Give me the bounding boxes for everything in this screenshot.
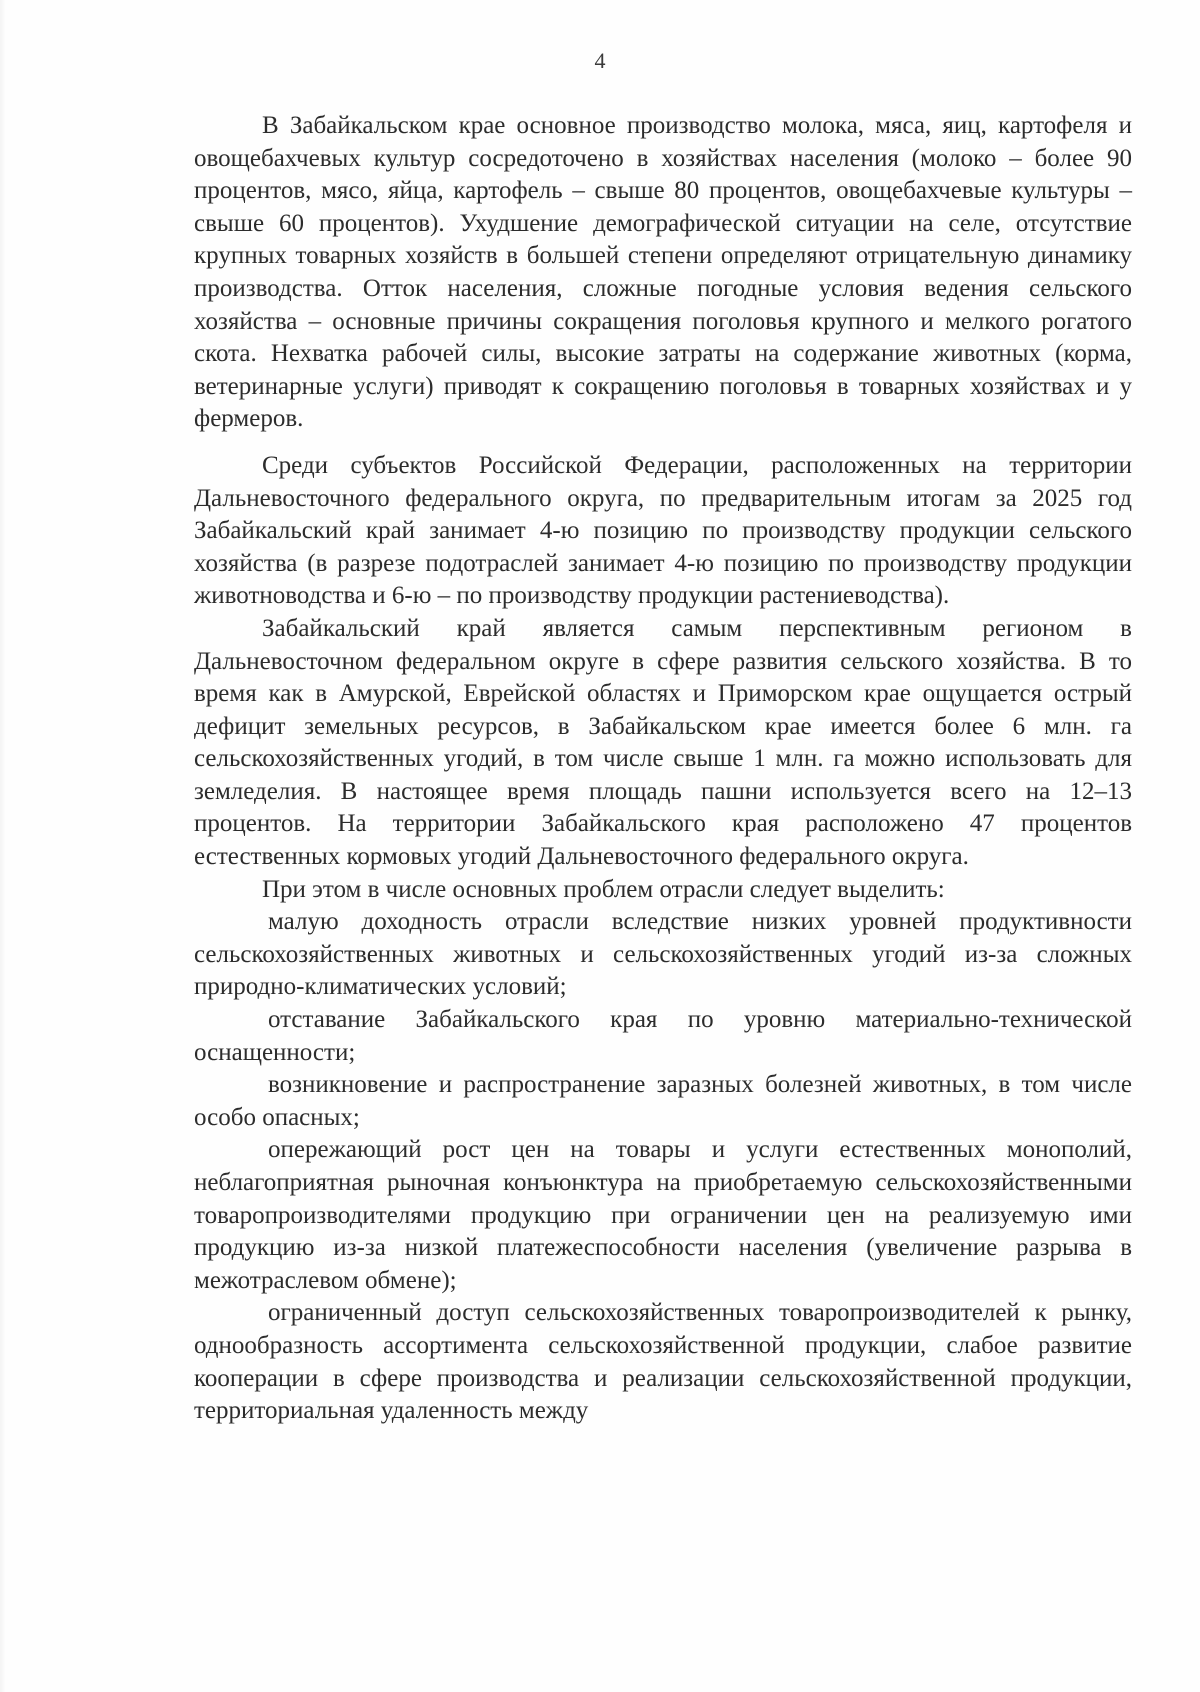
paragraph-regional-ranking: Среди субъектов Российской Федерации, расположенных на территории Дальневосточного федерального округа, по предварительным итогам за 2025 год Забайкальский край занимает 4-ю позицию по производству продукции сельского хозяйства (в разрезе подотраслей занимает 4-ю позицию по производству продукции животноводства и 6-ю – по производству продукции растениеводства).	[194, 451, 1132, 610]
list-item-technical-lag: отставание Забайкальского края по уровню материально-технической оснащенности;	[194, 1006, 1132, 1066]
page-number: 4	[594, 48, 606, 73]
list-item-animal-diseases: возникновение и распространение заразных болезней животных, в том числе особо опасных;	[194, 1071, 1132, 1131]
list-item-market-access: ограниченный доступ сельскохозяйственных товаропроизводителей к рынку, однообразность ассортимента сельскохозяйственной продукции, слабое развитие кооперации в сфере производства и реализации сельскохозяйственной продукции, территориальная удаленность между	[194, 1299, 1132, 1425]
paragraph-region-prospects: Забайкальский край является самым перспективным регионом в Дальневосточном федеральном округе в сфере развития сельского хозяйства. В то время как в Амурской, Еврейской областях и Приморском крае ощущается острый дефицит земельных ресурсов, в Забайкальском крае имеется более 6 млн. га сельскохозяйственных угодий, в том числе свыше 1 млн. га можно использовать для земледелия. В настоящее время площадь пашни используется всего на 12–13 процентов. На территории Забайкальского края расположено 47 процентов естественных кормовых угодий Дальневосточного федерального округа.	[194, 614, 1132, 871]
list-item-price-growth: опережающий рост цен на товары и услуги естественных монополий, неблагоприятная рыночная конъюнктура на приобретаемую сельскохозяйственными товаропроизводителями продукцию при ограничении цен на реализуемую ими продукцию из-за низкой платежеспособности населения (увеличение разрыва в межотраслевом обмене);	[194, 1136, 1132, 1294]
page-edge-shade	[0, 0, 6, 1692]
document-body	[194, 110, 1132, 1428]
paragraph-production-overview: В Забайкальском крае основное производство молока, мяса, яиц, картофеля и овощебахчевых культур сосредоточено в хозяйствах населения (молоко – более 90 процентов, мясо, яйца, картофель – свыше 80 процентов, овощебахчевые культуры – свыше 60 процентов). Ухудшение демографической ситуации на селе, отсутствие крупных товарных хозяйств в большей степени определяют отрицательную динамику производства. Отток населения, сложные погодные условия ведения сельского хозяйства – основные причины сокращения поголовья крупного и мелкого рогатого скота. Нехватка рабочей силы, высокие затраты на содержание животных (корма, ветеринарные услуги) приводят к сокращению поголовья в товарных хозяйствах и у фермеров.	[194, 112, 1132, 433]
list-item-low-profitability: малую доходность отрасли вследствие низких уровней продуктивности сельскохозяйственных животных и сельскохозяйственных угодий из-за сложных природно-климатических условий;	[194, 908, 1132, 1001]
paragraph-problems-intro: При этом в числе основных проблем отрасли следует выделить:	[262, 875, 945, 903]
